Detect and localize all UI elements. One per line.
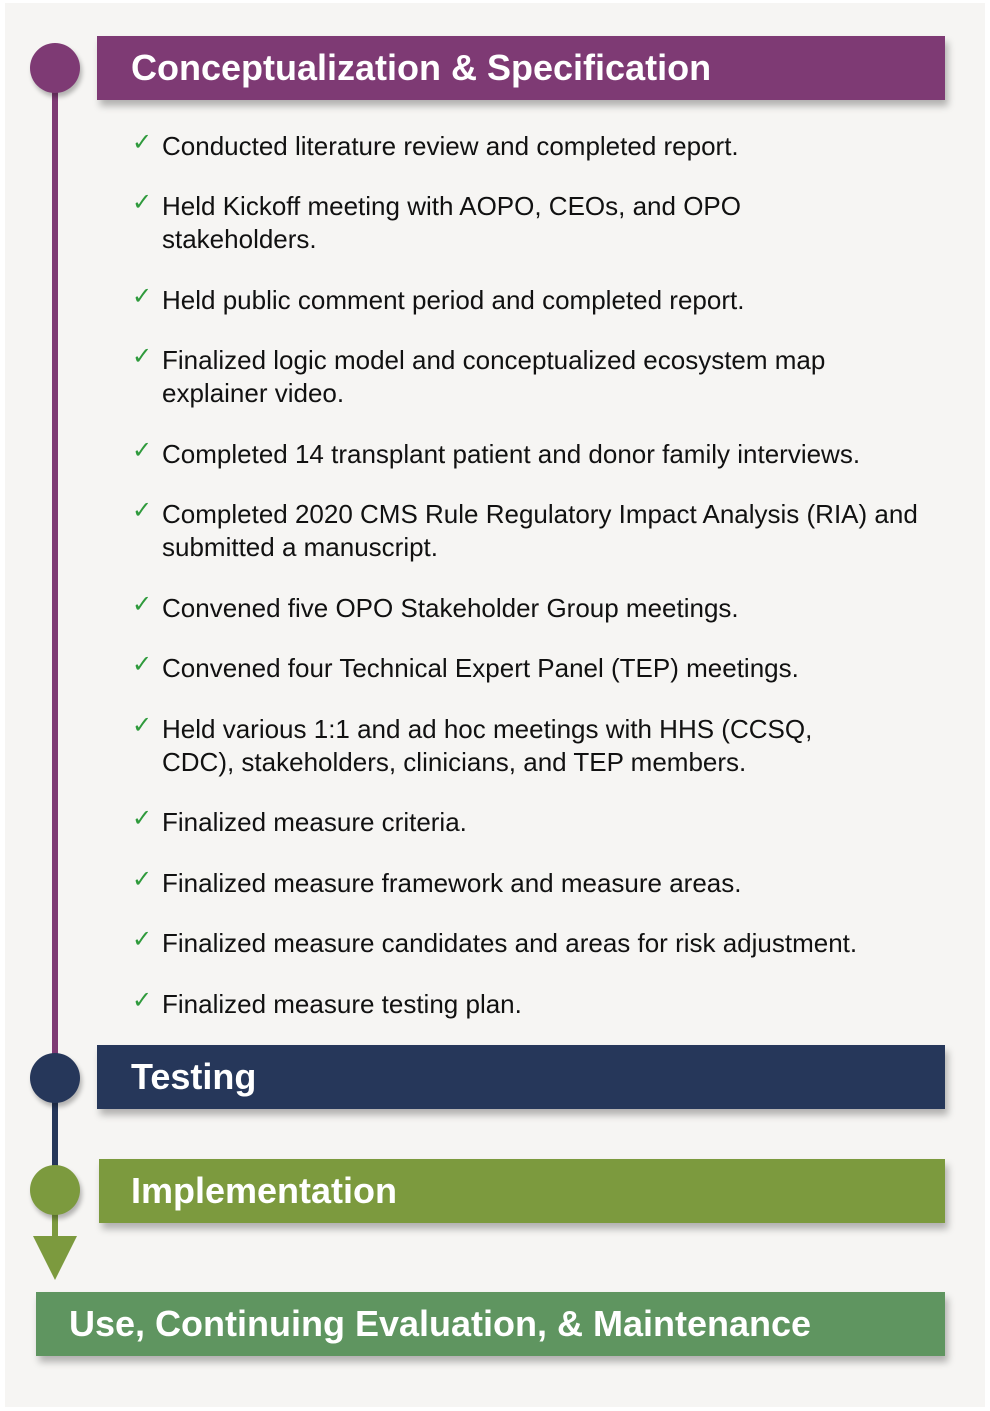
checkmark-icon: ✓	[132, 342, 153, 370]
task-item: ✓ Convened four Technical Expert Panel (TEP) meetings.	[132, 650, 799, 683]
checkmark-icon: ✓	[132, 590, 153, 618]
timeline-arrow-down-icon	[33, 1236, 77, 1280]
stage-banner-implementation: Implementation	[99, 1159, 945, 1223]
checkmark-icon: ✓	[132, 128, 153, 156]
task-item: ✓ Completed 14 transplant patient and donor family interviews.	[132, 436, 861, 469]
task-item: ✓ Conducted literature review and completed report.	[132, 128, 739, 161]
checkmark-icon: ✓	[132, 496, 153, 524]
task-item: ✓ Held public comment period and completed report.	[132, 282, 745, 315]
checkmark-icon: ✓	[132, 986, 153, 1014]
stage-banner-testing: Testing	[97, 1045, 945, 1109]
checkmark-icon: ✓	[132, 650, 153, 678]
task-item: ✓ Completed 2020 CMS Rule Regulatory Impact Analysis (RIA) and submitted a manuscript.	[132, 496, 918, 562]
checkmark-icon: ✓	[132, 282, 153, 310]
task-item: ✓ Held Kickoff meeting with AOPO, CEOs, and OPO stakeholders.	[132, 188, 741, 254]
checkmark-icon: ✓	[132, 925, 153, 953]
task-item: ✓ Finalized measure candidates and areas for risk adjustment.	[132, 925, 858, 958]
timeline-connector-conceptualization	[52, 68, 58, 1078]
task-item: ✓ Finalized logic model and conceptualized ecosystem map explainer video.	[132, 342, 826, 408]
checkmark-icon: ✓	[132, 436, 153, 464]
stage-node-implementation	[30, 1165, 80, 1215]
stage-node-testing	[30, 1053, 80, 1103]
stage-node-conceptualization	[30, 43, 80, 93]
checkmark-icon: ✓	[132, 711, 153, 739]
task-item: ✓ Convened five OPO Stakeholder Group meetings.	[132, 590, 739, 623]
task-item: ✓ Held various 1:1 and ad hoc meetings with HHS (CCSQ, CDC), stakeholders, clinicians, and TEP members.	[132, 711, 813, 777]
task-item: ✓ Finalized measure criteria.	[132, 804, 467, 837]
stage-banner-conceptualization: Conceptualization & Specification	[97, 36, 945, 100]
stage-banner-use-evaluation-maintenance: Use, Continuing Evaluation, & Maintenance	[36, 1292, 945, 1356]
checkmark-icon: ✓	[132, 188, 153, 216]
task-item: ✓ Finalized measure framework and measure areas.	[132, 865, 742, 898]
checkmark-icon: ✓	[132, 804, 153, 832]
task-item: ✓ Finalized measure testing plan.	[132, 986, 522, 1019]
checkmark-icon: ✓	[132, 865, 153, 893]
